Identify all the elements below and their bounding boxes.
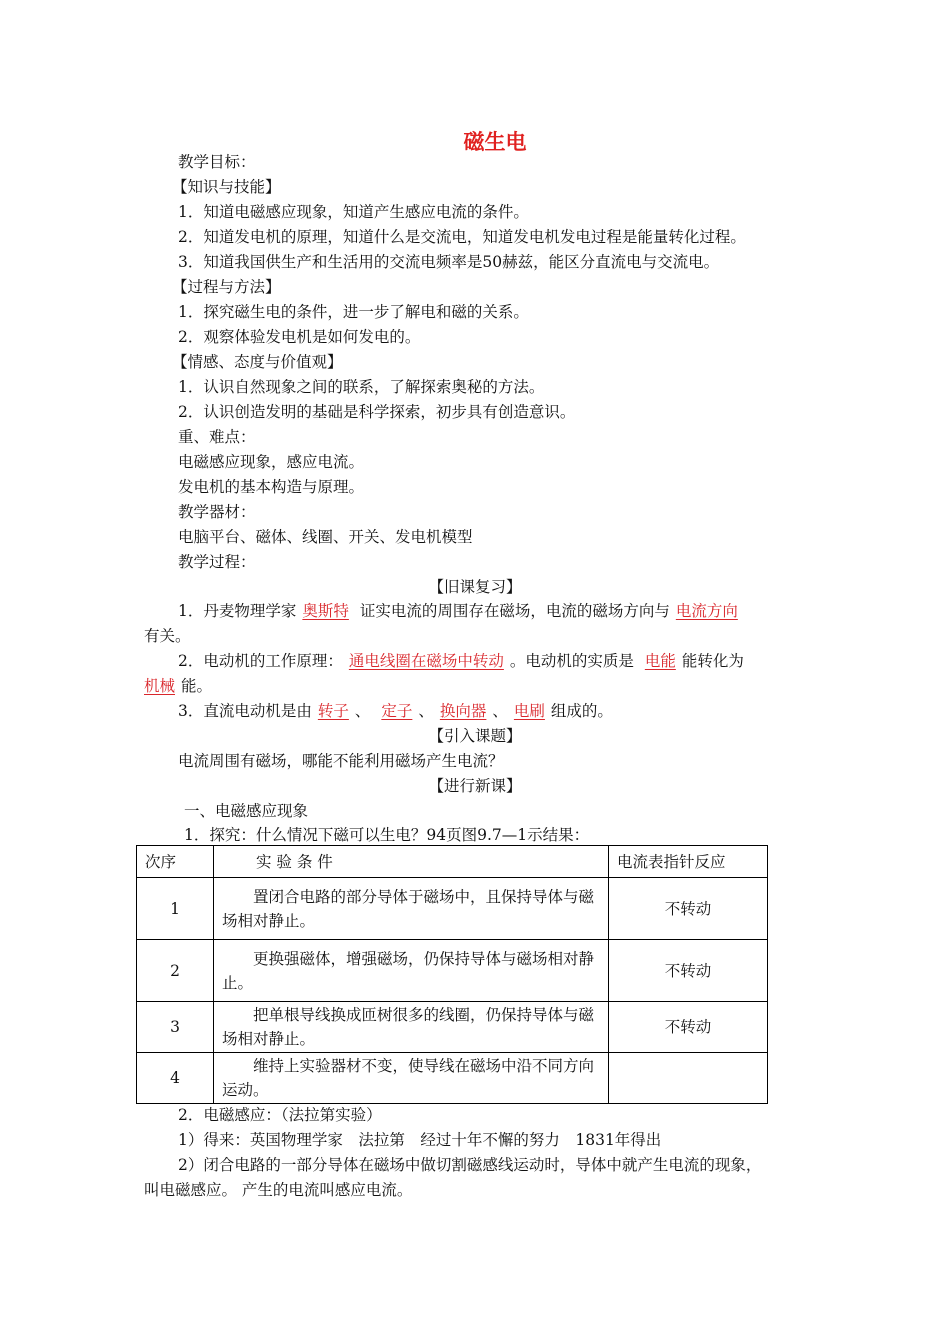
- review-question-2-cont: 机械 能。: [144, 677, 213, 695]
- objectives-label: 教学目标：: [178, 153, 256, 171]
- table-cell: 4: [137, 1053, 214, 1104]
- table-header: 电流表指针反应: [609, 846, 768, 878]
- table-cell: 2: [137, 940, 214, 1002]
- table-header: 实 验 条 件: [214, 846, 609, 878]
- process-item: 1．探究磁生电的条件，进一步了解电和磁的关系。: [178, 303, 529, 321]
- table-cell: 维持上实验器材不变，使导线在磁场中沿不同方向运动。: [214, 1053, 609, 1104]
- key-point-item: 电磁感应现象，感应电流。: [178, 453, 365, 471]
- table-cell: 不转动: [609, 878, 768, 940]
- table-header-row: [137, 846, 768, 878]
- values-heading: 【情感、态度与价值观】: [172, 353, 343, 371]
- process-heading: 【过程与方法】: [172, 278, 281, 296]
- review-question-1-cont: 有关。: [144, 627, 191, 645]
- intro-heading: 【引入课题】: [428, 727, 522, 745]
- induction-origin: 1）得来：英国物理学家 法拉第 经过十年不懈的努力 1831年得出: [178, 1131, 662, 1149]
- answer-blank: 电流方向: [675, 602, 738, 620]
- answer-blank: 转子: [317, 702, 349, 720]
- answer-blank: 电能: [644, 652, 676, 670]
- induction-heading: 2．电磁感应：（法拉第实验）: [178, 1106, 382, 1124]
- table-cell: 1: [137, 878, 214, 940]
- table-cell: 置闭合电路的部分导体于磁场中，且保持导体与磁场相对静止。: [214, 878, 609, 940]
- knowledge-item: 2．知道发电机的原理，知道什么是交流电，知道发电机发电过程是能量转化过程。: [178, 228, 746, 246]
- review-heading: 【旧课复习】: [428, 578, 522, 596]
- table-cell: 不转动: [609, 1002, 768, 1053]
- table-cell: 更换强磁体，增强磁场，仍保持导体与磁场相对静止。: [214, 940, 609, 1002]
- process-label: 教学过程：: [178, 553, 256, 571]
- new-lesson-heading: 【进行新课】: [428, 777, 522, 795]
- table-cell: 把单根导线换成匝树很多的线圈，仍保持导体与磁场相对静止。: [214, 1002, 609, 1053]
- materials-label: 教学器材：: [178, 503, 256, 521]
- page-title: 磁生电: [463, 130, 527, 154]
- knowledge-item: 1．知道电磁感应现象，知道产生感应电流的条件。: [178, 203, 529, 221]
- answer-blank: 通电线圈在磁场中转动: [348, 652, 504, 670]
- induction-definition-cont: 叫电磁感应。 产生的电流叫感应电流。: [144, 1181, 413, 1199]
- answer-blank: 换向器: [439, 702, 487, 720]
- table-row: [137, 1053, 768, 1104]
- experiment-table: [136, 845, 768, 1104]
- intro-text: 电流周围有磁场，哪能不能利用磁场产生电流？: [178, 752, 504, 770]
- induction-definition: 2）闭合电路的一部分导体在磁场中做切割磁感线运动时，导体中就产生电流的现象，: [178, 1156, 762, 1174]
- answer-blank: 机械: [144, 677, 176, 695]
- table-row: [137, 878, 768, 940]
- table-cell: 3: [137, 1002, 214, 1053]
- explore-text: 1．探究：什么情况下磁可以生电？94页图9.7—1示结果：: [184, 826, 590, 844]
- values-item: 2．认识创造发明的基础是科学探索，初步具有创造意识。: [178, 403, 576, 421]
- table-cell: [609, 1053, 768, 1104]
- answer-blank: 定子: [381, 702, 413, 720]
- knowledge-item: 3．知道我国供生产和生活用的交流电频率是50赫兹，能区分直流电与交流电。: [178, 253, 720, 271]
- key-point-item: 发电机的基本构造与原理。: [178, 478, 365, 496]
- values-item: 1．认识自然现象之间的联系，了解探索奥秘的方法。: [178, 378, 545, 396]
- knowledge-heading: 【知识与技能】: [172, 178, 281, 196]
- review-question-3: 3．直流电动机是由 转子 、 定子 、 换向器 、 电刷 组成的。: [178, 702, 613, 720]
- answer-blank: 奥斯特: [302, 602, 349, 620]
- table-row: [137, 940, 768, 1002]
- key-points-label: 重、难点：: [178, 428, 256, 446]
- review-question-2: 2．电动机的工作原理： 通电线圈在磁场中转动 。电动机的实质是 电能 能转化为: [178, 652, 744, 670]
- table-row: [137, 1002, 768, 1053]
- answer-blank: 电刷: [513, 702, 545, 720]
- section-heading: 一、电磁感应现象: [184, 802, 309, 820]
- materials-text: 电脑平台、磁体、线圈、开关、发电机模型: [178, 528, 473, 546]
- process-item: 2．观察体验发电机是如何发电的。: [178, 328, 421, 346]
- table-cell: 不转动: [609, 940, 768, 1002]
- review-question-1: 1．丹麦物理学家 奥斯特 证实电流的周围存在磁场，电流的磁场方向与 电流方向: [178, 601, 744, 621]
- table-header: 次序: [137, 846, 214, 878]
